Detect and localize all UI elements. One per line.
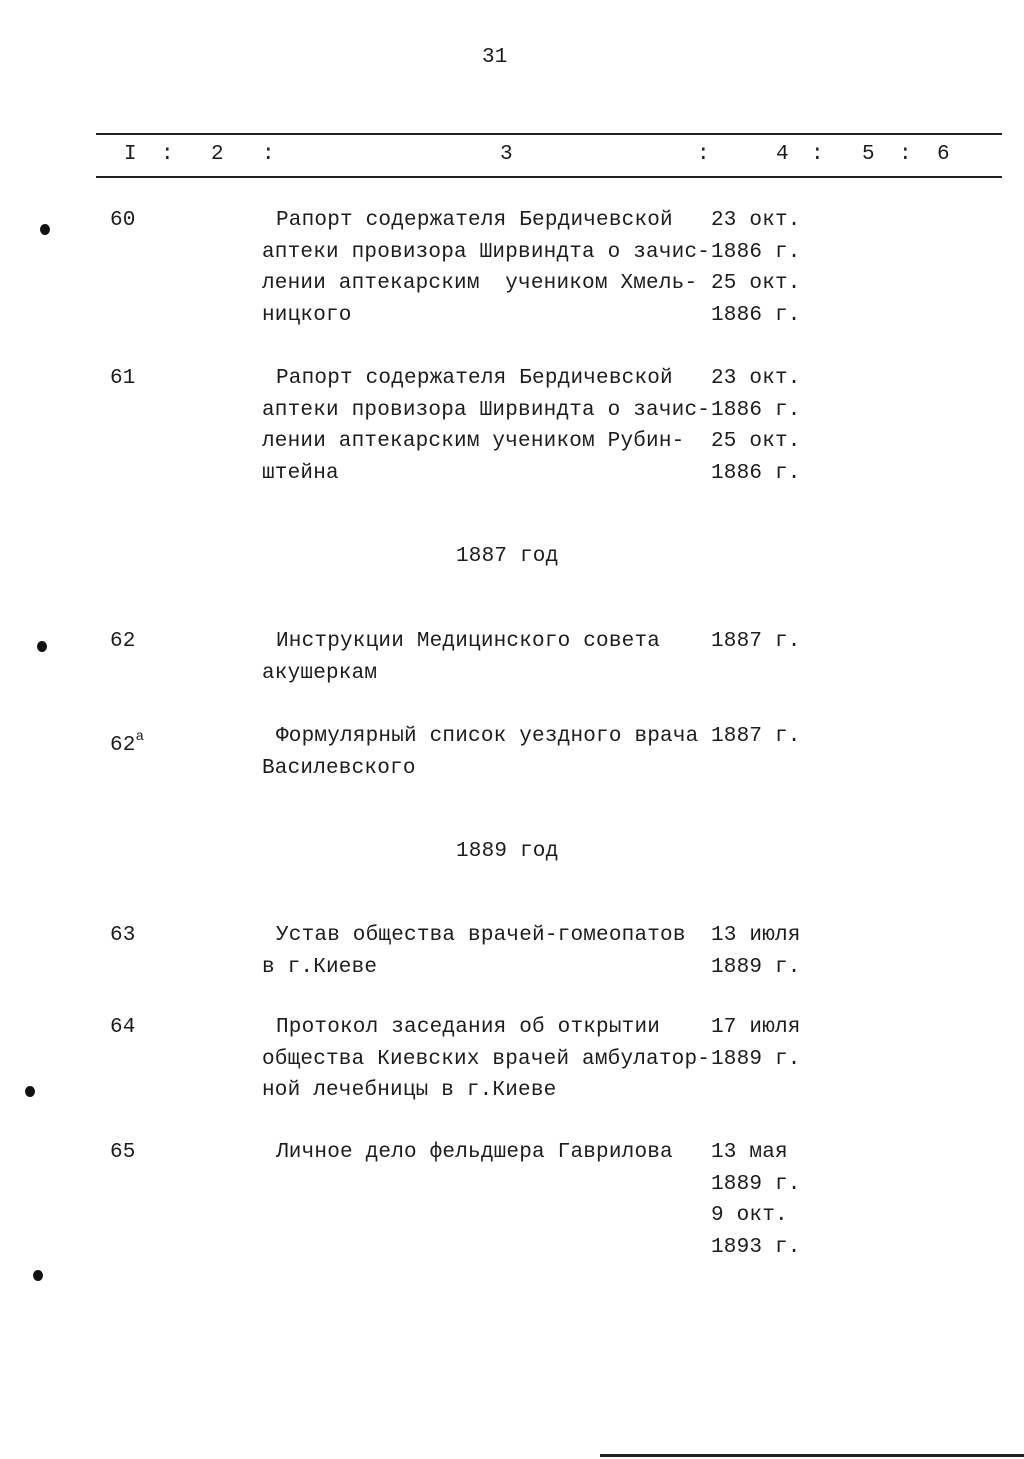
- column-header: 4: [776, 143, 789, 166]
- entry-date: 25 окт.: [711, 430, 801, 453]
- entry-number: 64: [110, 1016, 136, 1039]
- entry-description-line: штейна: [262, 461, 339, 485]
- entry-date: 13 мая: [711, 1141, 788, 1164]
- year-heading: 1887 год: [456, 545, 559, 568]
- entry-date: 1889 г.: [711, 955, 801, 979]
- year-heading: 1889 год: [456, 840, 559, 863]
- column-separator: :: [811, 143, 824, 166]
- entry-date: 17 июля: [711, 1016, 801, 1039]
- entry-date: 1893 г.: [711, 1235, 801, 1259]
- entry-description-line: лении аптекарским учеником Рубин-: [262, 430, 685, 453]
- binder-hole-mark: [25, 1086, 35, 1097]
- column-header: 6: [937, 143, 950, 166]
- column-header: 2: [211, 143, 224, 166]
- entry-date: 9 окт.: [711, 1204, 788, 1227]
- entry-date: 1889 г.: [711, 1172, 801, 1196]
- entry-description-line: Рапорт содержателя Бердичевской: [276, 209, 673, 232]
- entry-date: 13 июля: [711, 924, 801, 947]
- header-top-rule: [96, 133, 1002, 135]
- entry-description-line: акушеркам: [262, 661, 378, 685]
- entry-date: 1886 г.: [711, 461, 801, 485]
- bottom-rule: [600, 1454, 1024, 1457]
- entry-description-line: ной лечебницы в г.Киеве: [262, 1079, 557, 1102]
- entry-description-line: аптеки провизора Ширвиндта о зачис-: [262, 240, 711, 264]
- entry-description-line: лении аптекарским учеником Хмель-: [262, 272, 698, 295]
- entry-date: 1886 г.: [711, 398, 801, 422]
- entry-number: 65: [110, 1141, 136, 1164]
- column-header: I: [124, 143, 137, 166]
- column-separator: :: [697, 143, 710, 166]
- entry-date: 1887 г.: [711, 630, 801, 653]
- header-bottom-rule: [96, 176, 1002, 178]
- entry-date: 1887 г.: [711, 725, 801, 748]
- entry-date: 1886 г.: [711, 303, 801, 327]
- entry-date: 1889 г.: [711, 1047, 801, 1071]
- entry-description-line: Инструкции Медицинского совета: [276, 630, 661, 653]
- column-header: 3: [500, 143, 513, 166]
- entry-description-line: аптеки провизора Ширвиндта о зачис-: [262, 398, 711, 422]
- column-separator: :: [262, 143, 275, 166]
- page-number: 31: [482, 46, 508, 69]
- column-separator: :: [899, 143, 912, 166]
- entry-description-line: ницкого: [262, 303, 352, 327]
- entry-date: 25 окт.: [711, 272, 801, 295]
- column-separator: :: [161, 143, 174, 166]
- entry-description-line: Формулярный список уездного врача: [276, 725, 699, 748]
- binder-hole-mark: [37, 641, 47, 652]
- entry-date: 23 окт.: [711, 367, 801, 390]
- entry-description-line: Протокол заседания об открытии: [276, 1016, 661, 1039]
- binder-hole-mark: [40, 224, 50, 235]
- entry-description-line: Василевского: [262, 756, 416, 780]
- column-header: 5: [862, 143, 875, 166]
- entry-description-line: Рапорт содержателя Бердичевской: [276, 367, 673, 390]
- entry-description-line: Личное дело фельдшера Гаврилова: [276, 1141, 673, 1164]
- entry-number: 62: [110, 630, 136, 653]
- entry-date: 23 окт.: [711, 209, 801, 232]
- binder-hole-mark: [33, 1270, 43, 1281]
- entry-number-superscript: а: [135, 729, 145, 745]
- entry-description-line: в г.Киеве: [262, 955, 378, 979]
- entry-number: $62^а$: [110, 729, 145, 757]
- entry-date: 1886 г.: [711, 240, 801, 264]
- entry-number: 61: [110, 367, 136, 390]
- entry-number: 63: [110, 924, 136, 947]
- entry-description-line: общества Киевских врачей амбулатор-: [262, 1047, 711, 1071]
- entry-description-line: Устав общества врачей-гомеопатов: [276, 924, 686, 947]
- entry-number: 60: [110, 209, 136, 232]
